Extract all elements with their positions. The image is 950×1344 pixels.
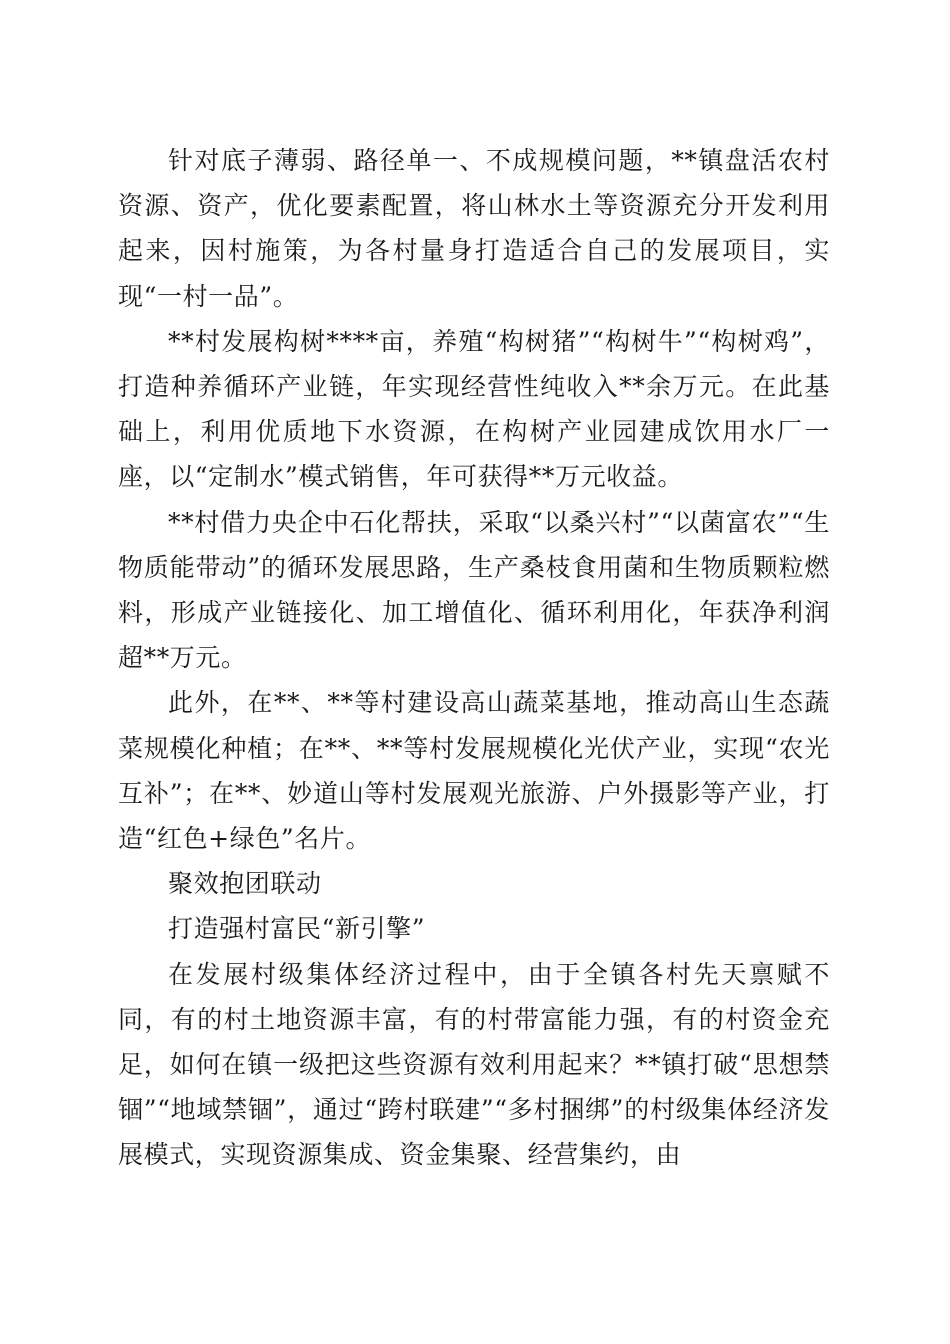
paragraph-other-villages: 此外，在**、**等村建设高山蔬菜基地，推动高山生态蔬菜规模化种植；在**、**等村发展规模化光伏产业，实现“农光互补”；在**、妙道山等村发展观光旅游、户外摄影等产业，打造“红色+绿色”名片。 <box>118 688 830 854</box>
paragraph-resource-revitalization: 针对底子薄弱、路径单一、不成规模问题，**镇盘活农村资源、资产，优化要素配置，将山林水土等资源充分开发利用起来，因村施策，为各村量身打造适合自己的发展项目，实现“一村一品”。 <box>118 146 830 311</box>
document-body <box>118 138 830 1178</box>
paragraph-sinopec-assistance-village: **村借力央企中石化帮扶，采取“以桑兴村”“以菌富农”“生物质能带动”的循环发展思路，生产桑枝食用菌和生物质颗粒燃料，形成产业链接化、加工增值化、循环利用化，年获净利润超**万元。 <box>118 507 830 673</box>
section-heading-joint-effort: 聚效抱团联动 <box>168 869 322 899</box>
section-subheading-new-engine: 打造强村富民“新引擎” <box>168 914 426 944</box>
paragraph-paper-mulberry-village: **村发展构树****亩，养殖“构树猪”“构树牛”“构树鸡”，打造种养循环产业链，年实现经营性纯收入**余万元。在此基础上，利用优质地下水资源，在构树产业园建成饮用水厂一座，以“定制水”模式销售，年可获得**万元收益。 <box>118 326 830 492</box>
paragraph-collective-economy: 在发展村级集体经济过程中，由于全镇各村先天禀赋不同，有的村土地资源丰富，有的村带富能力强，有的村资金充足，如何在镇一级把这些资源有效利用起来？**镇打破“思想禁锢”“地域禁锢”，通过“跨村联建”“多村捆绑”的村级集体经济发展模式，实现资源集成、资金集聚、经营集约，由 <box>118 959 830 1170</box>
